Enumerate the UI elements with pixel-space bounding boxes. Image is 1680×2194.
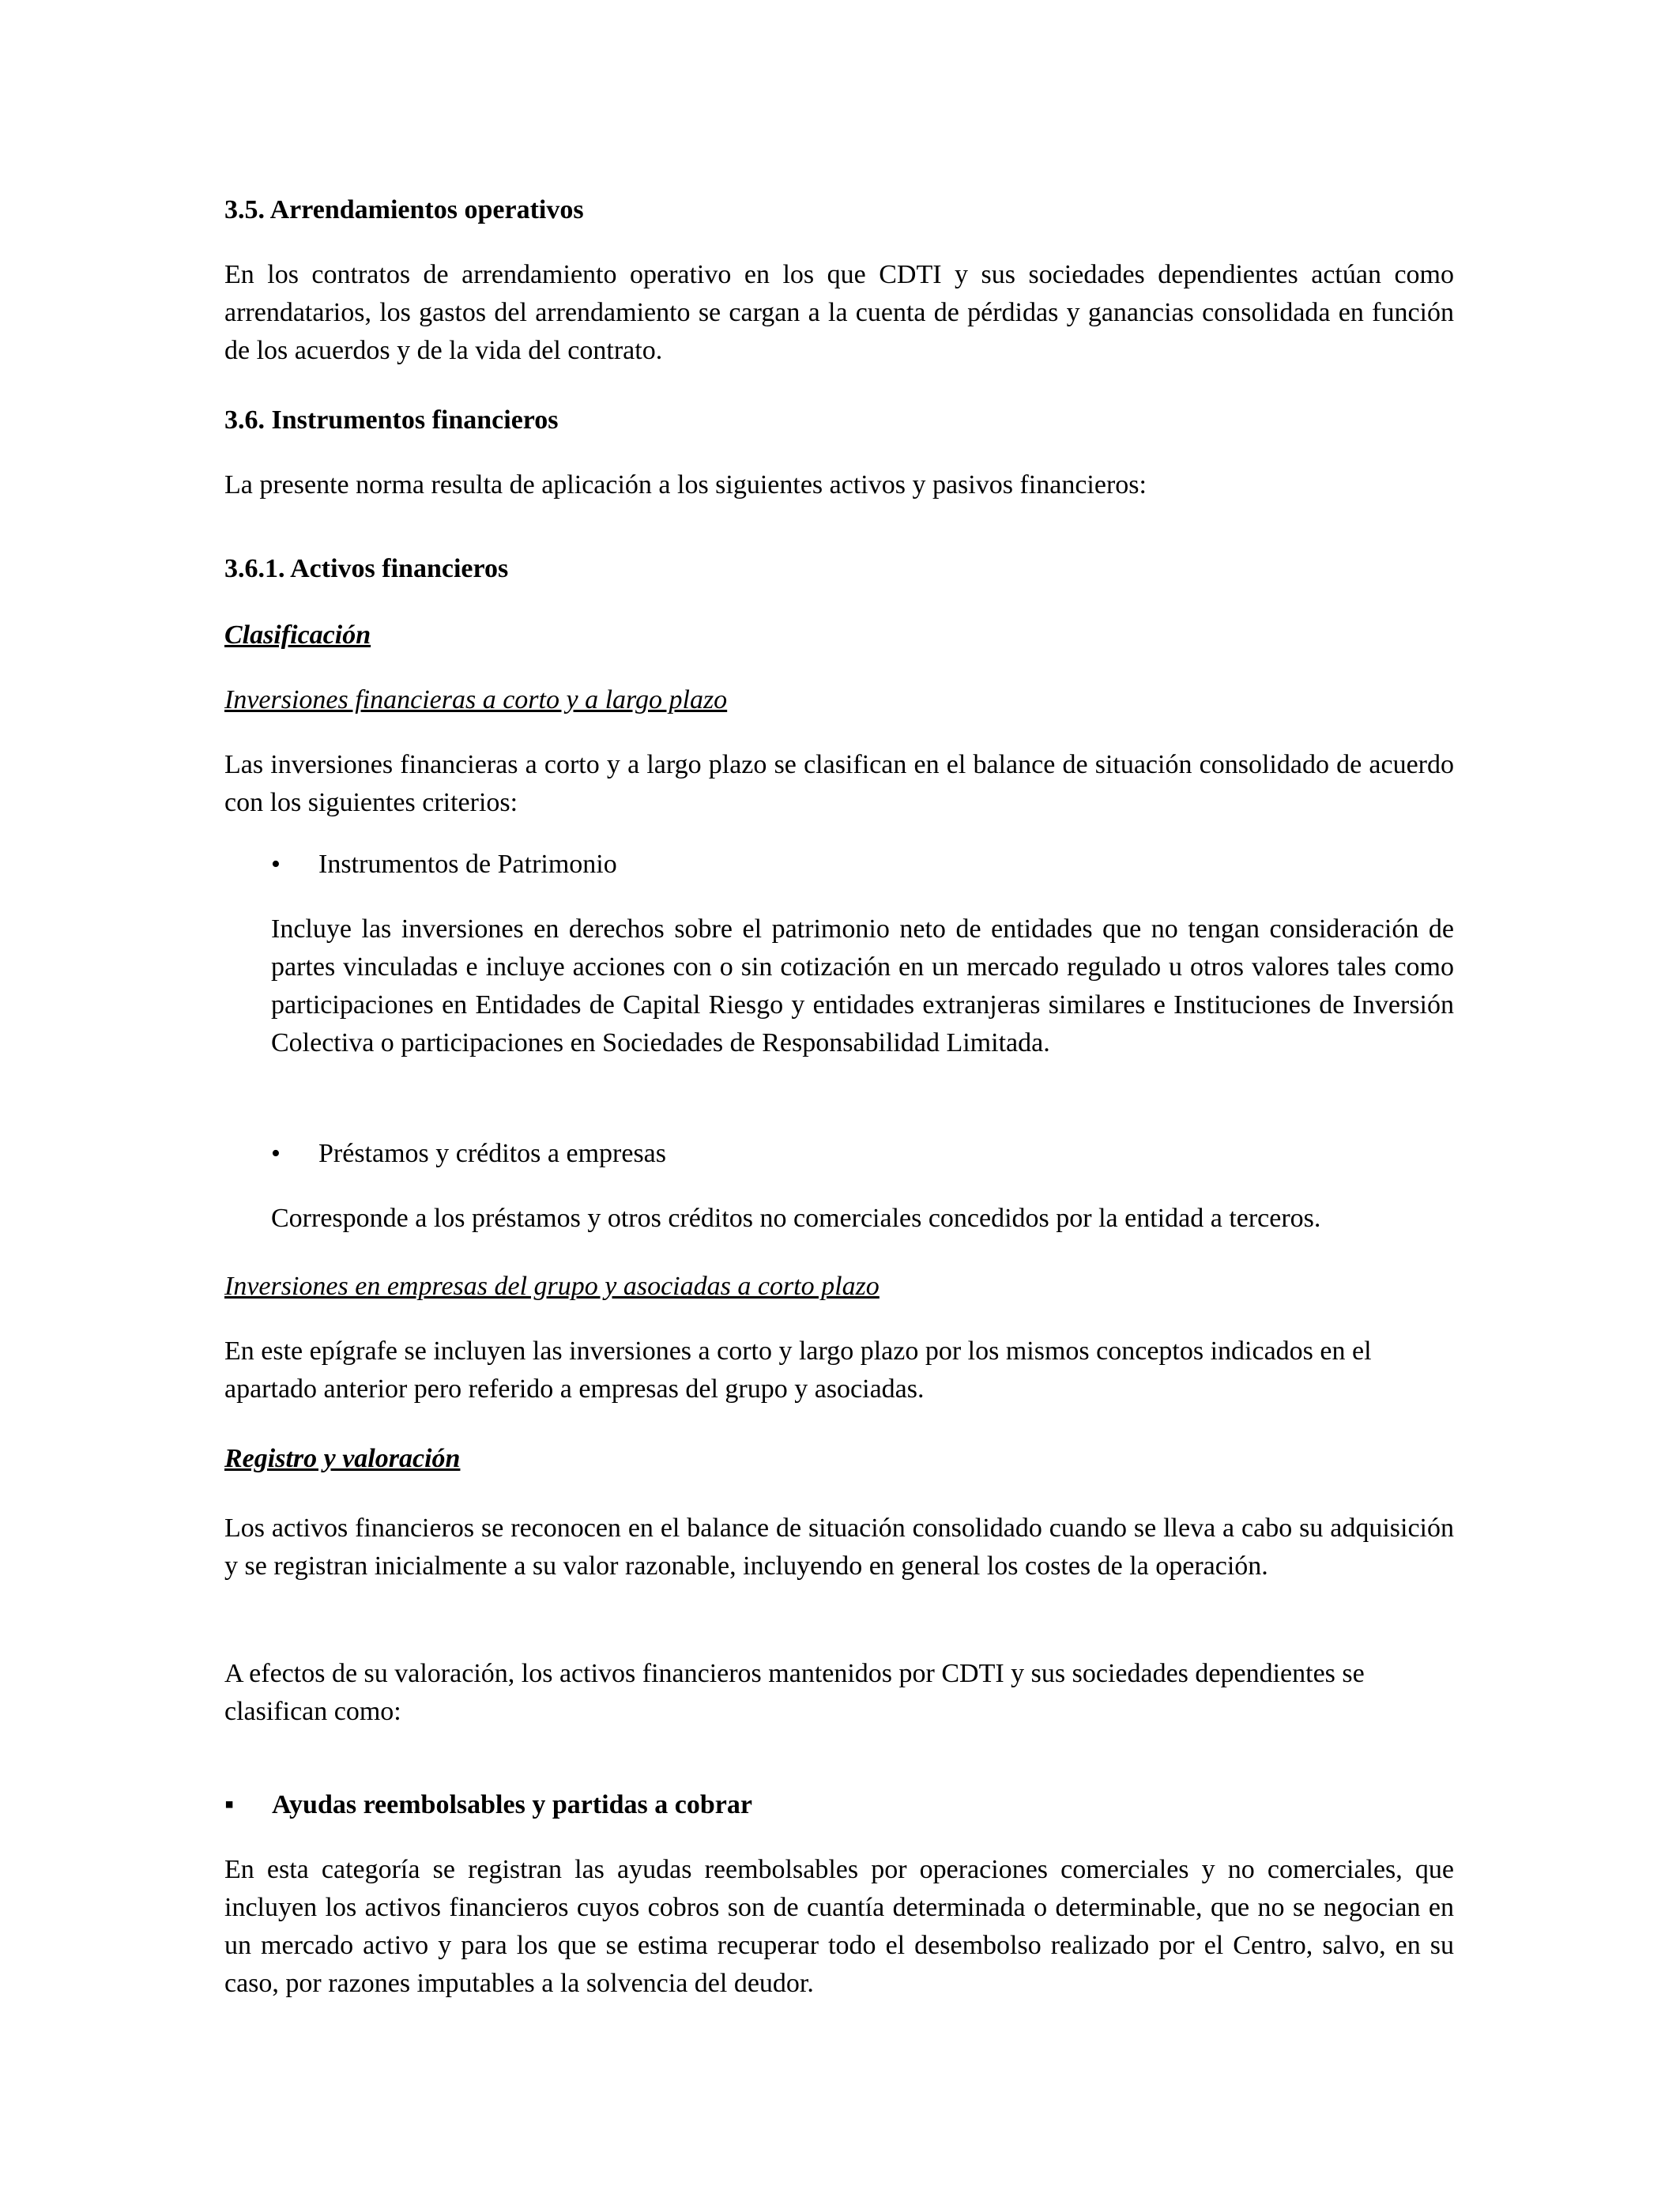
bullet-label-patrimonio: Instrumentos de Patrimonio [318,850,617,879]
subheading-inversiones-financieras: Inversiones financieras a corto y a largo plazo [224,685,728,714]
subheading-empresas-grupo: Inversiones en empresas del grupo y asociadas a corto plazo [224,1272,880,1301]
bullet-icon: • [271,850,281,879]
paragraph-patrimonio: Incluye las inversiones en derechos sobre el patrimonio neto de entidades que no tengan consideración de partes vinculadas e incluye acciones con o sin cotización en un mercado regulado u otros valores tales como participaciones en Entidades de Capital Riesgo y entidades extranjeras similares e Instituciones de Inversión Colectiva o participaciones en Sociedades de Responsabilidad Limitada. [271,914,1454,1057]
square-bullet-item-ayudas [224,1786,1454,1824]
paragraph-ayudas: En esta categoría se registran las ayudas reembolsables por operaciones comerciales y no comerciales, que incluyen los activos financieros cuyos cobros son de cuantía determinada o determinable, que no se negocian en un mercado activo y para los que se estima recuperar todo el desembolso realizado por el Centro, salvo, en su caso, por razones imputables a la solvencia del deudor. [224,1855,1454,1998]
heading-ayudas: Ayudas reembolsables y partidas a cobrar [272,1790,752,1819]
bullet-item-patrimonio [271,846,1454,884]
paragraph-arrendamientos: En los contratos de arrendamiento operativo en los que CDTI y sus sociedades dependientes actúan como arrendatarios, los gastos del arrendamiento se cargan a la cuenta de pérdidas y ganancias consolidada en función de los acuerdos y de la vida del contrato. [224,260,1454,365]
square-bullet-icon: ▪ [224,1790,235,1819]
section-clasificacion: Clasificación [224,620,371,650]
heading-3-5: 3.5. Arrendamientos operativos [224,195,584,224]
paragraph-registro-2: A efectos de su valoración, los activos financieros mantenidos por CDTI y sus sociedades dependientes se clasifican como: [224,1659,1365,1726]
paragraph-instrumentos: La presente norma resulta de aplicación a los siguientes activos y pasivos financieros: [224,470,1147,499]
section-registro-valoracion: Registro y valoración [224,1444,461,1473]
paragraph-registro-1: Los activos financieros se reconocen en el balance de situación consolidado cuando se lleva a cabo su adquisición y se registran inicialmente a su valor razonable, incluyendo en general los costes de la operación. [224,1514,1454,1581]
bullet-item-prestamos [271,1135,1454,1173]
paragraph-empresas-grupo: En este epígrafe se incluyen las inversiones a corto y largo plazo por los mismos conceptos indicados en el apartado anterior pero referido a empresas del grupo y asociadas. [224,1336,1372,1404]
paragraph-prestamos: Corresponde a los préstamos y otros créditos no comerciales concedidos por la entidad a terceros. [271,1204,1321,1233]
paragraph-inversiones: Las inversiones financieras a corto y a largo plazo se clasifican en el balance de situación consolidado de acuerdo con los siguientes criterios: [224,750,1454,817]
heading-3-6: 3.6. Instrumentos financieros [224,405,559,435]
bullet-label-prestamos: Préstamos y créditos a empresas [318,1139,666,1168]
heading-3-6-1: 3.6.1. Activos financieros [224,554,509,583]
bullet-icon: • [271,1139,281,1168]
